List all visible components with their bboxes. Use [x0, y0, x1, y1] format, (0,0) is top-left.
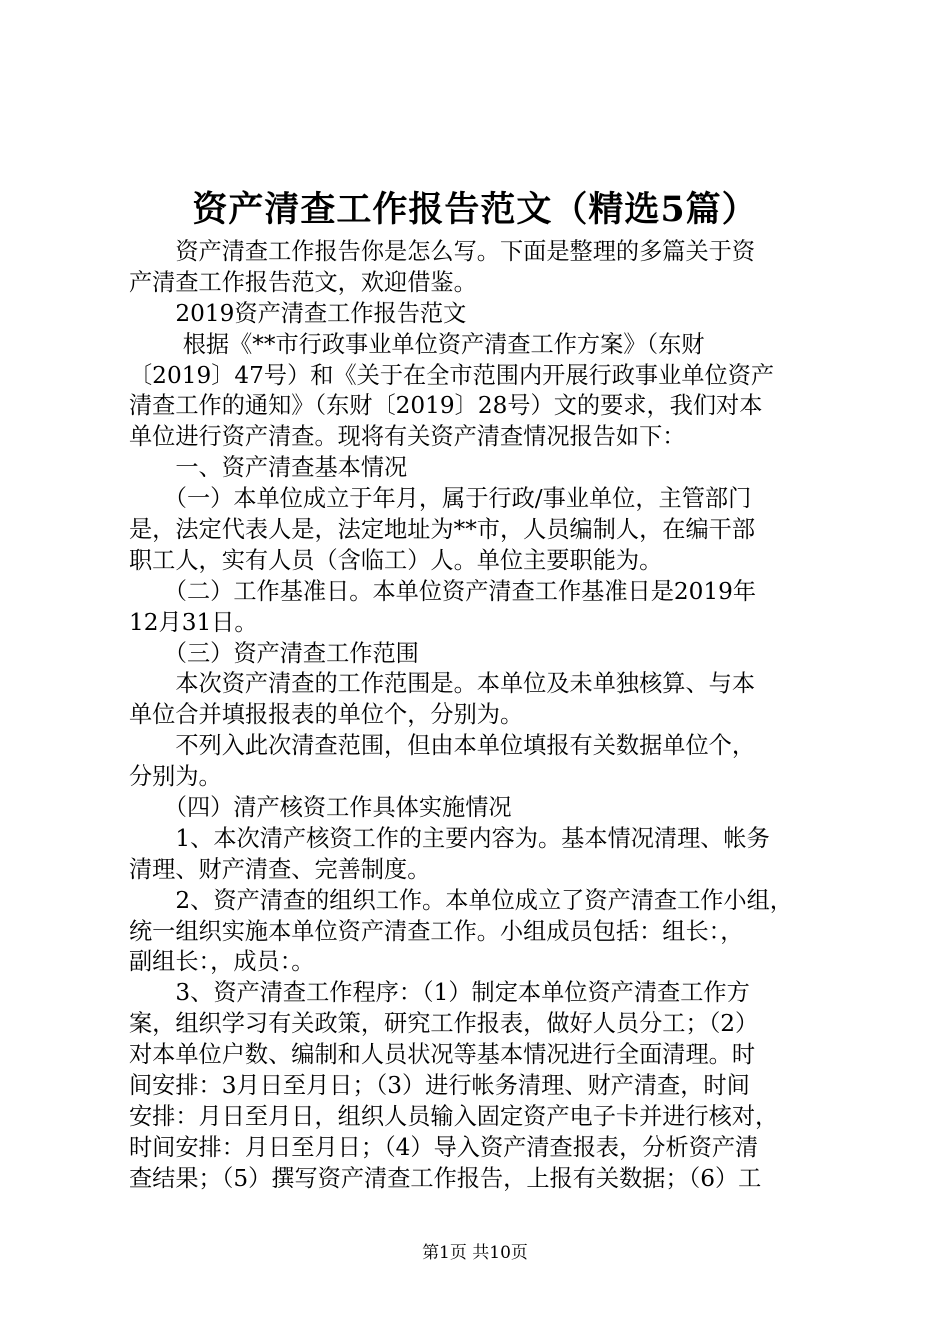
body-line: 2、资产清查的组织工作。本单位成立了资产清查工作小组，	[129, 886, 793, 914]
body-line: 清查工作的通知》（东财〔2019〕28号）文的要求，我们对本	[129, 392, 763, 420]
page-footer: 第1页 共10页	[422, 1243, 528, 1263]
body-line: 案，组织学习有关政策，研究工作报表，做好人员分工；（2）	[129, 1010, 759, 1038]
body-line: 〔2019〕47号）和《关于在全市范围内开展行政事业单位资产	[129, 361, 775, 389]
body-line: 1、本次清产核资工作的主要内容为。基本情况清理、帐务	[129, 824, 770, 852]
body-line: 资产清查工作报告你是怎么写。下面是整理的多篇关于资	[129, 238, 756, 265]
body-line: 分别为。	[129, 763, 222, 791]
body-line: （二）工作基准日。本单位资产清查工作基准日是2019年	[129, 577, 757, 605]
body-line: 职工人，实有人员（含临工）人。单位主要职能为。	[129, 546, 663, 574]
body-line: 3、资产清查工作程序：（1）制定本单位资产清查工作方	[129, 979, 750, 1007]
body-line: 副组长：，成员：。	[129, 948, 315, 976]
body-line: 间安排：3月日至月日；（3）进行帐务清理、财产清查，时间	[129, 1072, 750, 1100]
subsection-heading: （三）资产清查工作范围	[129, 639, 419, 667]
body-line: 12月31日。	[129, 608, 258, 636]
body-line: 单位合并填报报表的单位个，分别为。	[129, 701, 524, 729]
body-line: 2019资产清查工作报告范文	[129, 299, 467, 327]
body-line: 是，法定代表人是，法定地址为**市，人员编制人，在编干部	[129, 516, 756, 544]
body-line: 统一组织实施本单位资产清查工作。小组成员包括：组长：，	[129, 917, 744, 945]
document-title: 资产清查工作报告范文（精选5篇）	[192, 189, 758, 230]
body-line: 清理、财产清查、完善制度。	[129, 855, 431, 883]
body-line: 时间安排：月日至月日；（4）导入资产清查报表，分析资产清	[129, 1133, 759, 1161]
document-body	[129, 237, 835, 1195]
subsection-heading: （四）清产核资工作具体实施情况	[129, 794, 512, 822]
section-heading: 一、资产清查基本情况	[129, 454, 408, 482]
body-line: （一）本单位成立于年月，属于行政/事业单位，主管部门	[129, 485, 752, 513]
body-line: 不列入此次清查范围，但由本单位填报有关数据单位个，	[129, 732, 756, 760]
body-line: 根据《**市行政事业单位资产清查工作方案》（东财	[129, 330, 705, 358]
body-line: 产清查工作报告范文，欢迎借鉴。	[129, 268, 477, 296]
body-line: 查结果；（5）撰写资产清查工作报告，上报有关数据；（6）工	[129, 1164, 762, 1192]
body-line: 单位进行资产清查。现将有关资产清查情况报告如下：	[129, 423, 686, 451]
body-line: 对本单位户数、编制和人员状况等基本情况进行全面清理。时	[129, 1041, 756, 1069]
body-line: 安排：月日至月日，组织人员输入固定资产电子卡并进行核对，	[129, 1102, 779, 1130]
body-line: 本次资产清查的工作范围是。本单位及未单独核算、与本	[129, 670, 756, 698]
